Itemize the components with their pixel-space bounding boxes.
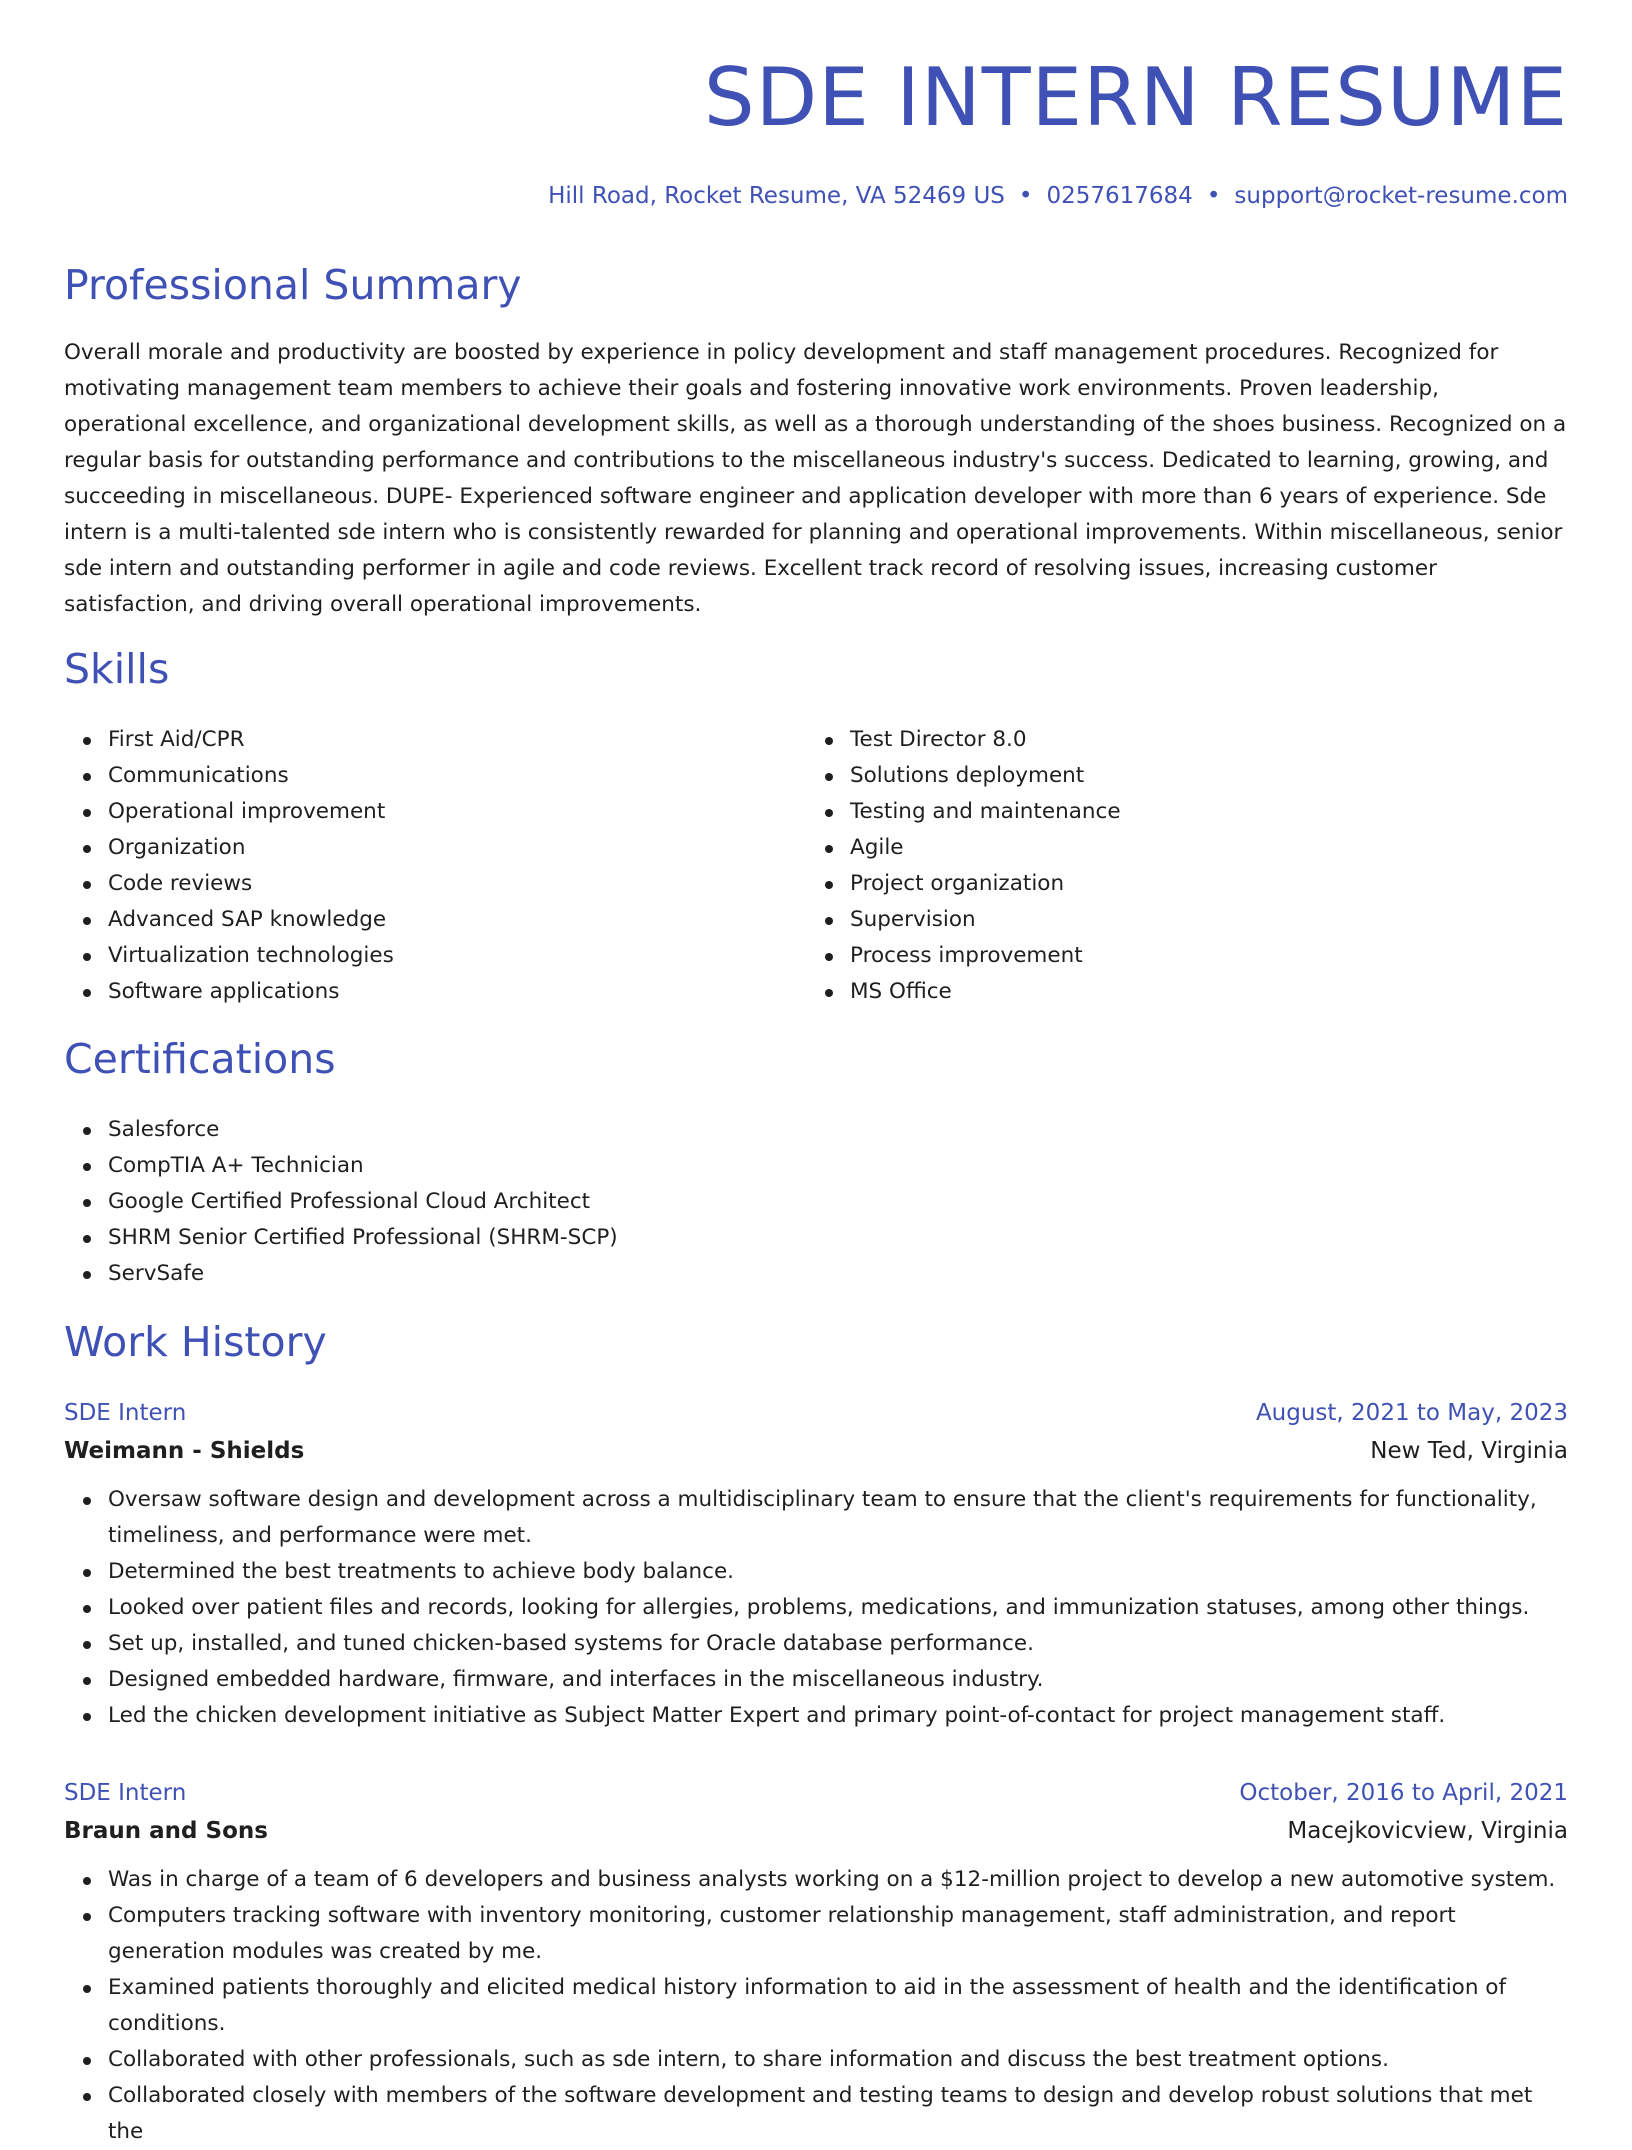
certification-item: ServSafe xyxy=(108,1256,1568,1292)
job-bullet: Set up, installed, and tuned chicken-based systems for Oracle database performance. xyxy=(108,1626,1568,1662)
job-bullet: Examined patients thoroughly and elicited medical history information to aid in the assessment of health and the identification of conditions. xyxy=(108,1970,1568,2042)
contact-separator: • xyxy=(1018,183,1033,209)
certification-item: SHRM Senior Certified Professional (SHRM-SCP) xyxy=(108,1220,1568,1256)
job-bullet: Collaborated with other professionals, such as sde intern, to share information and discuss the best treatment options. xyxy=(108,2042,1568,2078)
skill-item: Test Director 8.0 xyxy=(850,722,1548,758)
skill-item: Solutions deployment xyxy=(850,758,1548,794)
skills-column-left xyxy=(64,722,806,1010)
summary-heading: Professional Summary xyxy=(64,261,522,309)
job-dates: October, 2016 to April, 2021 xyxy=(1239,1780,1568,1806)
skills-heading: Skills xyxy=(64,645,170,693)
skill-item: Software applications xyxy=(108,974,806,1010)
job-bullets xyxy=(64,1482,1568,1734)
contact-phone: 0257617684 xyxy=(1046,183,1193,209)
skill-item: Communications xyxy=(108,758,806,794)
skills-column-right xyxy=(806,722,1548,1010)
job-bullet: Was in charge of a team of 6 developers and business analysts working on a $12-million project to develop a new automotive system. xyxy=(108,1862,1568,1898)
job-dates: August, 2021 to May, 2023 xyxy=(1255,1400,1568,1426)
job-location: New Ted, Virginia xyxy=(1370,1438,1568,1464)
job-company: Braun and Sons xyxy=(64,1818,268,1844)
job-bullet: Oversaw software design and development across a multidisciplinary team to ensure that the client's requirements for functionality, timeliness, and performance were met. xyxy=(108,1482,1568,1554)
skill-item: Virtualization technologies xyxy=(108,938,806,974)
skill-item: Organization xyxy=(108,830,806,866)
job-entry xyxy=(64,1394,1568,1734)
summary-text: Overall morale and productivity are boosted by experience in policy development and staff management procedures. Recognized for motivating management team members to achieve their goals and fostering innovative work environments. Proven leadership, operational excellence, and organizational development skills, as well as a thorough understanding of the shoes business. Recognized on a regular basis for outstanding performance and contributions to the miscellaneous industry's success. Dedicated to learning, growing, and succeeding in miscellaneous. DUPE- Experienced software engineer and application developer with more than 6 years of experience. Sde intern is a multi-talented sde intern who is consistently rewarded for planning and operational improvements. Within miscellaneous, senior sde intern and outstanding performer in agile and code reviews. Excellent track record of resolving issues, increasing customer satisfaction, and driving overall operational improvements. xyxy=(64,340,1567,617)
job-bullet: Designed embedded hardware, firmware, and interfaces in the miscellaneous industry. xyxy=(108,1662,1568,1698)
certification-item: CompTIA A+ Technician xyxy=(108,1148,1568,1184)
job-bullet: Determined the best treatments to achieve body balance. xyxy=(108,1554,1568,1590)
contact-line xyxy=(64,180,1568,212)
job-location: Macejkovicview, Virginia xyxy=(1287,1818,1568,1844)
skill-item: Supervision xyxy=(850,902,1548,938)
job-bullet: Led the chicken development initiative as Subject Matter Expert and primary point-of-contact for project management staff. xyxy=(108,1698,1568,1734)
job-title: SDE Intern xyxy=(64,1780,187,1806)
skills-list xyxy=(64,722,1568,1010)
job-bullet: Looked over patient files and records, looking for allergies, problems, medications, and immunization statuses, among other things. xyxy=(108,1590,1568,1626)
contact-separator: • xyxy=(1206,183,1221,209)
skill-item: Advanced SAP knowledge xyxy=(108,902,806,938)
skill-item: Project organization xyxy=(850,866,1548,902)
skill-item: Agile xyxy=(850,830,1548,866)
skill-item: First Aid/CPR xyxy=(108,722,806,758)
job-bullets xyxy=(64,1862,1568,2150)
job-title: SDE Intern xyxy=(64,1400,187,1426)
certifications-list xyxy=(64,1112,1568,1292)
skill-item: Testing and maintenance xyxy=(850,794,1548,830)
work-history-heading: Work History xyxy=(64,1318,327,1366)
skill-item: Process improvement xyxy=(850,938,1548,974)
skill-item: Operational improvement xyxy=(108,794,806,830)
contact-email[interactable]: support@rocket-resume.com xyxy=(1234,183,1568,209)
certification-item: Salesforce xyxy=(108,1112,1568,1148)
job-bullet: Computers tracking software with inventory monitoring, customer relationship management, staff administration, and report generation modules was created by me. xyxy=(108,1898,1568,1970)
certification-item: Google Certified Professional Cloud Architect xyxy=(108,1184,1568,1220)
certifications-heading: Certifications xyxy=(64,1035,336,1083)
job-bullet: Collaborated closely with members of the software development and testing teams to design and develop robust solutions that met the xyxy=(108,2078,1568,2150)
skill-item: Code reviews xyxy=(108,866,806,902)
contact-address: Hill Road, Rocket Resume, VA 52469 US xyxy=(548,183,1005,209)
skill-item: MS Office xyxy=(850,974,1548,1010)
job-entry xyxy=(64,1774,1568,2150)
resume-title: SDE INTERN RESUME xyxy=(703,51,1568,144)
job-company: Weimann - Shields xyxy=(64,1438,305,1464)
